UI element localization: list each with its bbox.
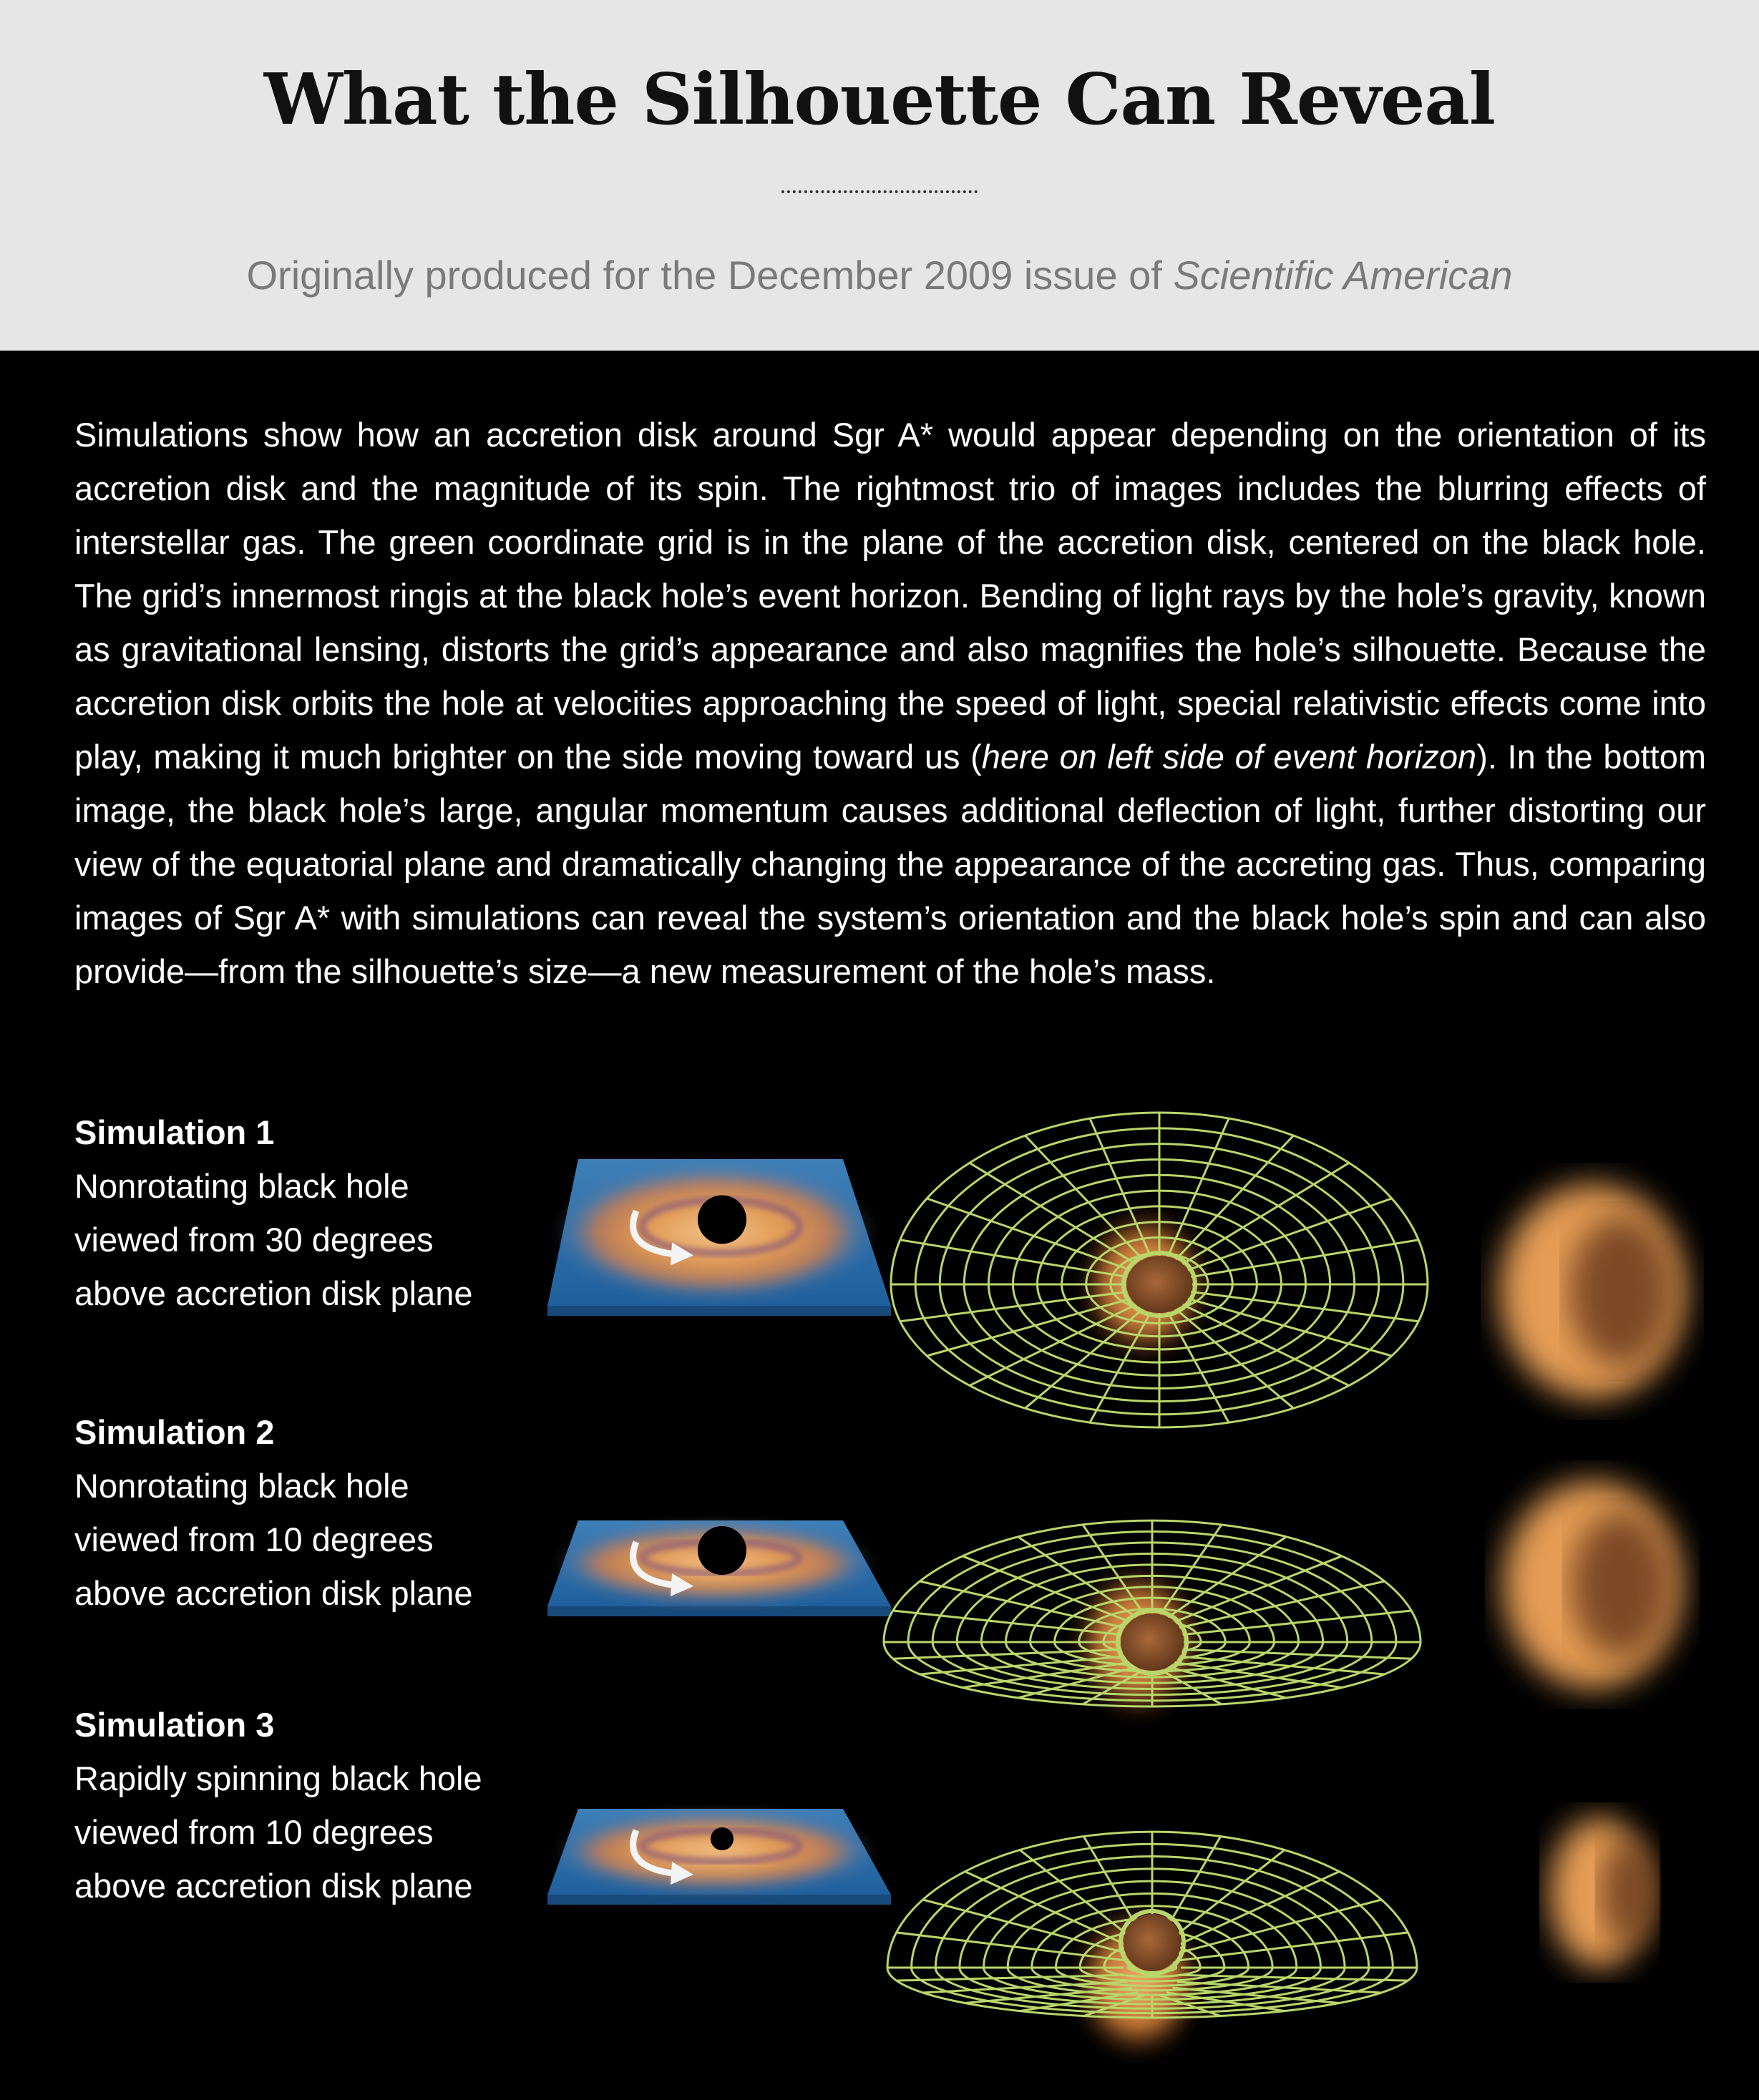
simulation-1-line1: Nonrotating black hole (74, 1167, 409, 1205)
disk-plate-edge-3 (547, 1895, 891, 1905)
simulation-2-line2: viewed from 10 degrees (74, 1520, 434, 1558)
description-text-part1: Simulations show how an accretion disk around Sgr A* would appear depending on the orientation of its accretion disk and the magnitude of its spin. The rightmost trio of images includes the blurring effects of interstellar gas. The green coordinate grid is in the plane of the accretion disk, centered on the black hole. The grid’s innermost ringis at the black hole’s event horizon. Bending of light rays by the hole’s gravity, known as gravitational lensing, distorts the grid’s appearance and also magnifies the hole’s silhouette. Because the accretion disk orbits the hole at velocities approaching the speed of light, special relativistic effects come into play, making it much brighter on the side moving toward us ( (74, 416, 1706, 776)
simulation-1-line3: above accretion disk plane (74, 1274, 473, 1312)
simulation-1-line2: viewed from 30 degrees (74, 1221, 434, 1259)
simulation-2-title: Simulation 2 (74, 1413, 275, 1451)
event-horizon-1 (1126, 1256, 1192, 1313)
accretion-disk-3 (557, 1813, 872, 1890)
simulation-1-illustration (547, 1113, 1685, 1427)
simulation-2-illustration (547, 1481, 1682, 1721)
simulation-3-line2: viewed from 10 degrees (74, 1813, 434, 1851)
event-horizon-2 (1121, 1613, 1184, 1671)
blurred-shadow-3 (1601, 1840, 1656, 1945)
grid-spoke (1180, 1975, 1408, 1981)
coordinate-grid-2 (884, 1520, 1421, 1721)
page-title: What the Silhouette Can Reveal (263, 59, 1496, 141)
description-text-part2: ). In the bottom image, the black hole’s large, angular momentum causes additional deflection of light, further distorting our view of the equatorial plane and dramatically changing the appearance of the accreting gas. Thus, comparing images of Sgr A* with simulations can reveal the system’s orientation and the black hole’s spin and can also provide—from the silhouette’s size—a new measurement of the hole’s mass. (74, 738, 1707, 990)
blurred-shadow-1 (1570, 1216, 1672, 1367)
coordinate-grid-1 (891, 1113, 1428, 1427)
simulation-3-title: Simulation 3 (74, 1706, 275, 1744)
description-italic: here on left side of event horizon (981, 738, 1477, 776)
simulation-3-illustration (547, 1809, 1656, 2061)
grid-spoke (1174, 1556, 1342, 1622)
black-hole-3 (711, 1827, 734, 1850)
blurred-shadow-2 (1572, 1513, 1670, 1658)
coordinate-grid-3 (887, 1832, 1417, 2061)
disk-plate-edge-1 (547, 1306, 891, 1316)
simulation-2-line3: above accretion disk plane (74, 1574, 473, 1612)
black-hole-2 (698, 1526, 746, 1575)
simulation-2-line1: Nonrotating black hole (74, 1467, 409, 1505)
simulation-3-line3: above accretion disk plane (74, 1867, 473, 1905)
event-horizon-3 (1124, 1914, 1181, 1971)
grid-spoke (1188, 1299, 1392, 1356)
simulation-1-title: Simulation 1 (74, 1113, 275, 1151)
subtitle-text: Originally produced for the December 2009 issue of (246, 253, 1174, 298)
disk-plate-edge-2 (547, 1606, 891, 1616)
simulation-3-line1: Rapidly spinning black hole (74, 1759, 482, 1797)
grid-spoke (1183, 1649, 1412, 1659)
black-hole-1 (698, 1196, 746, 1244)
publication-name: Scientific American (1173, 253, 1513, 298)
